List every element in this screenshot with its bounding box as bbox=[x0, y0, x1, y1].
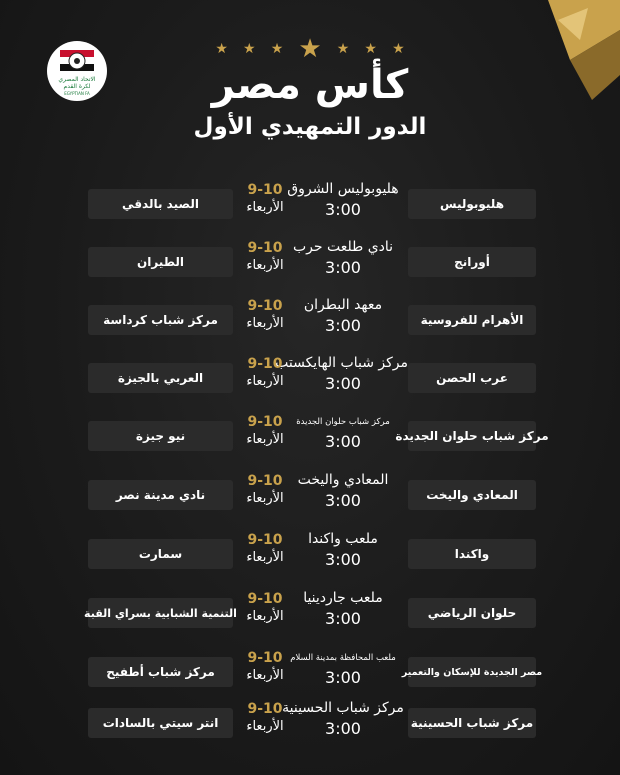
date-value: 9-10 bbox=[247, 298, 283, 314]
away-team: الطيران bbox=[88, 247, 233, 277]
star-icon: ★ bbox=[243, 41, 256, 57]
star-icon: ★ bbox=[215, 41, 228, 57]
kickoff-time: 3:00 bbox=[325, 609, 361, 628]
home-team: هليوبوليس bbox=[408, 189, 536, 219]
away-team: انتر سيتي بالسادات bbox=[88, 708, 233, 738]
day-name: الأربعاء bbox=[246, 200, 284, 215]
match-date bbox=[236, 591, 294, 625]
kickoff-time: 3:00 bbox=[325, 432, 361, 451]
match-row bbox=[0, 414, 620, 464]
match-row bbox=[0, 532, 620, 582]
match-row bbox=[0, 473, 620, 523]
kickoff-time: 3:00 bbox=[325, 491, 361, 510]
kickoff-time: 3:00 bbox=[325, 258, 361, 277]
date-value: 9-10 bbox=[247, 473, 283, 489]
home-team: مركز شباب الحسينية bbox=[408, 708, 536, 738]
day-name: الأربعاء bbox=[246, 668, 284, 683]
match-date bbox=[236, 182, 294, 216]
match-row bbox=[0, 298, 620, 348]
day-name: الأربعاء bbox=[246, 550, 284, 565]
date-value: 9-10 bbox=[247, 532, 283, 548]
home-team: مركز شباب حلوان الجديدة bbox=[408, 421, 536, 451]
home-team: واكندا bbox=[408, 539, 536, 569]
match-row bbox=[0, 591, 620, 641]
kickoff-time: 3:00 bbox=[325, 374, 361, 393]
logo-text-2: لكرة القدم bbox=[63, 83, 91, 90]
match-row bbox=[0, 701, 620, 751]
away-team: مركز شباب أطفيح bbox=[88, 657, 233, 687]
home-team: مصر الجديدة للإسكان والتعمير bbox=[408, 657, 536, 687]
date-value: 9-10 bbox=[247, 701, 283, 717]
page-title: كأس مصر bbox=[211, 62, 409, 108]
kickoff-time: 3:00 bbox=[325, 316, 361, 335]
away-team: نادي مدينة نصر bbox=[88, 480, 233, 510]
match-row bbox=[0, 240, 620, 290]
date-value: 9-10 bbox=[247, 414, 283, 430]
venue: معهد البطران bbox=[303, 297, 383, 313]
kickoff-time: 3:00 bbox=[325, 668, 361, 687]
star-icon: ★ bbox=[364, 41, 377, 57]
match-row bbox=[0, 650, 620, 700]
away-team: العربي بالجيزة bbox=[88, 363, 233, 393]
match-row bbox=[0, 356, 620, 406]
venue: مركز شباب الحسينية bbox=[282, 700, 404, 716]
day-name: الأربعاء bbox=[246, 609, 284, 624]
home-team: حلوان الرياضي bbox=[408, 598, 536, 628]
venue: ملعب المحافظة بمدينة السلام bbox=[290, 653, 396, 663]
date-value: 9-10 bbox=[247, 240, 283, 256]
day-name: الأربعاء bbox=[246, 432, 284, 447]
home-team: عرب الحصن bbox=[408, 363, 536, 393]
day-name: الأربعاء bbox=[246, 316, 284, 331]
match-date bbox=[236, 532, 294, 566]
star-icon: ★ bbox=[270, 41, 284, 57]
logo-text-1: الاتحاد المصري bbox=[58, 76, 96, 83]
star-icon: ★ bbox=[298, 34, 322, 64]
kickoff-time: 3:00 bbox=[325, 550, 361, 569]
venue: هليوبوليس الشروق bbox=[287, 181, 399, 197]
away-team: الصيد بالدقي bbox=[88, 189, 233, 219]
away-team: التنمية الشبابية بسراي القبة bbox=[88, 598, 233, 628]
venue: مركز شباب حلوان الجديدة bbox=[296, 417, 390, 427]
date-value: 9-10 bbox=[247, 650, 283, 666]
match-date bbox=[236, 473, 294, 507]
page-subtitle: الدور التمهيدي الأول bbox=[193, 114, 427, 140]
venue: ملعب جاردينيا bbox=[303, 590, 383, 606]
kickoff-time: 3:00 bbox=[325, 719, 361, 738]
match-date bbox=[236, 298, 294, 332]
date-value: 9-10 bbox=[247, 182, 283, 198]
match-date bbox=[236, 240, 294, 274]
match-date bbox=[236, 414, 294, 448]
match-date bbox=[236, 356, 294, 390]
match-date bbox=[236, 650, 294, 684]
home-team: الأهرام للفروسية bbox=[408, 305, 536, 335]
day-name: الأربعاء bbox=[246, 374, 284, 389]
venue: مركز شباب الهايكستب bbox=[275, 355, 408, 371]
stars-row bbox=[0, 34, 620, 64]
match-row bbox=[0, 182, 620, 232]
venue: المعادي واليخت bbox=[297, 472, 389, 488]
home-team: أورانج bbox=[408, 247, 536, 277]
away-team: نيو جيزة bbox=[88, 421, 233, 451]
venue: نادي طلعت حرب bbox=[292, 239, 394, 255]
logo-text-3: EGYPTIAN FA bbox=[64, 91, 90, 96]
day-name: الأربعاء bbox=[246, 719, 284, 734]
date-value: 9-10 bbox=[247, 591, 283, 607]
match-date bbox=[236, 701, 294, 735]
kickoff-time: 3:00 bbox=[325, 200, 361, 219]
star-icon: ★ bbox=[392, 41, 405, 57]
home-team: المعادي واليخت bbox=[408, 480, 536, 510]
date-value: 9-10 bbox=[247, 356, 283, 372]
away-team: مركز شباب كرداسة bbox=[88, 305, 233, 335]
star-icon: ★ bbox=[336, 41, 350, 57]
away-team: سمارت bbox=[88, 539, 233, 569]
venue: ملعب واكندا bbox=[308, 531, 378, 547]
day-name: الأربعاء bbox=[246, 258, 284, 273]
day-name: الأربعاء bbox=[246, 491, 284, 506]
